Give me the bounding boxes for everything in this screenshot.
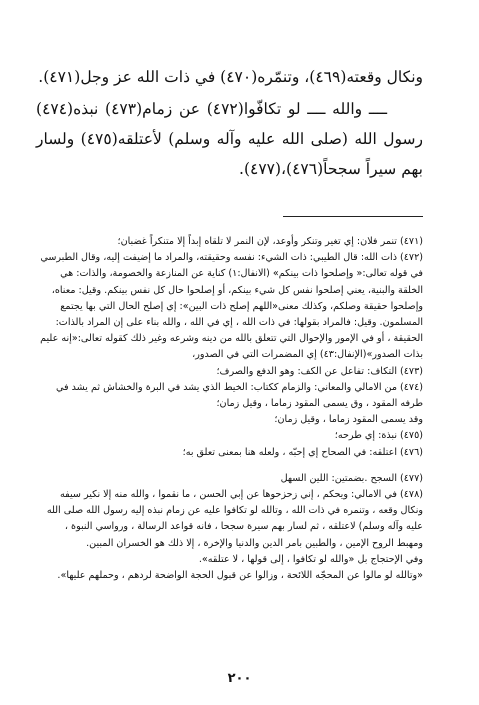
footnote: (٤٧٨) في الامالي: ويحكم ، إني زحزحوها عن إبي الحسن ، ما نقموا ، والله منه إلا نكير سيفه ونكال وقعه ، وتنمره في ذات الله ، وتالله لو تكافوا عليه عن زمام نبذه إليه رسول الله صلى الله عليه وآله وسلم) لاعتلقه ، ثم لسار بهم سيرة سجحا ، فانه قواعد الرسالة ، ورواسي النبوة ، ومهبط الروح الإمين ، والطبين بامر الدين والدنيا والإخرة ، إلا ذلك هو الخسران المبين. <box>46 489 423 549</box>
footnote: (٤٧٧) السجح .بضمتين: اللين السهل <box>280 472 423 484</box>
page-number: ٢٠٠ <box>227 671 252 686</box>
footnote: وفي الإحتجاج بل «والله لو تكافوا ، إلى قولها ، لا عتلقه». <box>198 553 423 565</box>
main-paragraph: ــــ والله ــــ لو تكافّوا(٤٧٢) عن زمام(٤٧٣) نبذه(٤٧٤) رسول الله (صلى الله عليه وآله وسلم) لأعتلقه(٤٧٥) ولسار بهم سيراً سجحاً(٤٧٦)،(٤٧٧). <box>36 100 423 178</box>
main-paragraph: ونكال وقعته(٤٦٩)، وتنمّره(٤٧٠) في ذات الله عز وجل(٤٧١). <box>38 68 423 86</box>
main-text-block <box>36 62 423 184</box>
footnote: (٤٧٣) التكاف: تفاعل عن الكف: وهو الدفع والصرف؛ <box>216 365 423 377</box>
footnote: (٤٧٢) ذات الله: قال الطيبي: ذات الشيء: نفسه وحقيقته، والمراد ما إضيفت إليه، وقال الطبرسي في قوله تعالى:« وإصلحوا ذات بينكم» (الانفال:١) كناية عن المنازعة والخصومة، والذات: هي الخلقة والبنية، يعني إصلحوا نفس كل شيء بينكم، أو إصلحوا حال كل نفس بينكم. وقيل: معناه، وإصلحوا حقيقة وصلكم، وكذلك معنى«اللهم إصلح ذات البين»: إي إصلح الحال التي بها يجتمع المسلمون. وقيل: فالمراد بقولها: في ذات الله ، إي في الله ، والله بناء على إن المراد بالذات: الحقيقة ، أو في الإمور والإحوال التي تتعلق بالله من دينه وشرعه وغير ذلك كقوله تعالى:«إنه عليم بذات الصدور»(الإنفال:٤٣) إي المضمرات التي في الصدور، <box>40 252 423 361</box>
footnote-gap <box>36 461 423 471</box>
footnote: «وتالله لو مالوا عن المحجّه اللائحة ، وزالوا عن قبول الحجة الواضحة لردهم ، وحملهم عليها». <box>57 570 423 582</box>
footnotes-block <box>36 234 423 584</box>
footnote: (٤٧٤) من الامالي والمعاني: والزمام ككتاب: الخيط الذي يشد في البرة والخشاش ثم يشد في طرفه المقود ، وق يسمى المقود زماما ، وقيل زمان؛ <box>56 381 423 410</box>
footnote: وقد يسمى المقود زماما ، وقيل زمان؛ <box>274 414 423 426</box>
footnote: (٤٧١) تنمر فلان: إي تغير وتنكر وأوعد، لإن النمر لا تلقاه إبداً إلا متنكراً غضبان؛ <box>117 236 423 247</box>
footnote-separator <box>283 216 423 217</box>
footnote: (٤٧٦) اعتلقه: في الصحاح إي إحبّه ، ولعله هنا بمعنى تعلق به؛ <box>182 446 423 458</box>
footnote: (٤٧٥) نبذة: إي طرحه؛ <box>334 430 423 442</box>
